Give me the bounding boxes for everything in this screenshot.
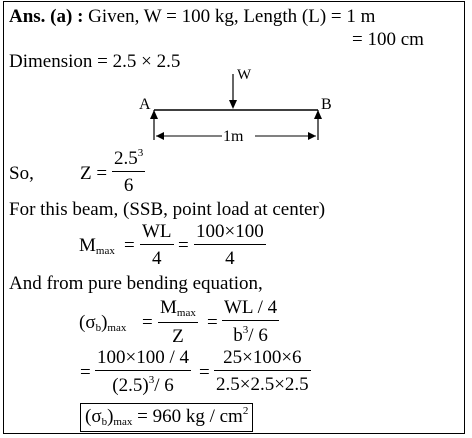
span-arrow-right — [308, 132, 316, 140]
moment-f1-den: 4 — [140, 244, 174, 268]
moment-eq1: = — [124, 235, 135, 256]
stress-f3-den: $(2.5)^3/$ 6 — [95, 370, 191, 395]
stress-eq1: = — [142, 312, 153, 333]
span-label: 1m — [223, 128, 244, 145]
span-arrow-left — [156, 132, 164, 140]
support-b-label: B — [321, 96, 332, 113]
stress-f2-den: $b^3/$ 6 — [222, 320, 279, 345]
given-text: Given, W = 100 kg, Length (L) = 1 m — [88, 6, 376, 27]
stress-fraction-4 — [214, 348, 311, 394]
moment-eq2: = — [178, 235, 189, 256]
load-label: W — [237, 67, 252, 83]
bending-line: And from pure bending equation, — [9, 273, 263, 294]
result-box — [80, 403, 253, 432]
z-fraction — [112, 148, 145, 195]
stress-lhs: $(\sigma_b)_{max}$ — [79, 312, 127, 334]
z-numerator: $2.5^3$ — [114, 147, 144, 169]
answer-label: Ans. (a) : — [9, 6, 84, 27]
beam-type-line: For this beam, (SSB, point load at center) — [9, 199, 326, 220]
stress-fraction-1 — [158, 298, 198, 346]
stress-fraction-2 — [222, 298, 279, 345]
moment-f2-num: 100×100 — [196, 221, 264, 242]
moment-f2-den: 4 — [194, 244, 266, 268]
stress-f4-den: 2.5×2.5×2.5 — [214, 370, 311, 394]
result-text: $(\sigma_b)_{max} = 960$ kg / $cm^2$ — [85, 405, 249, 428]
stress-f2-num: WL / 4 — [224, 297, 278, 318]
stress-f3-num: 100×100 / 4 — [97, 347, 189, 368]
reaction-a-head — [150, 110, 158, 119]
z-denominator: 6 — [112, 171, 145, 195]
moment-fraction-1 — [140, 222, 174, 268]
moment-lhs: $M_{max}$ — [79, 235, 115, 257]
stress-f4-num: 25×100×6 — [223, 347, 302, 368]
load-arrow-head — [229, 100, 237, 109]
z-lhs: Z = — [80, 163, 108, 184]
length-cm: = 100 cm — [352, 29, 424, 50]
stress-f1-den: Z — [158, 322, 198, 346]
stress-f1-num: $M_{max}$ — [160, 297, 196, 319]
support-a-label: A — [139, 96, 151, 113]
moment-fraction-2 — [194, 222, 266, 268]
stress-eq4: = — [199, 362, 210, 383]
stress-eq2: = — [207, 312, 218, 333]
stress-eq3: = — [80, 362, 91, 383]
moment-f1-num: WL — [142, 221, 172, 242]
so-label: So, — [9, 163, 34, 184]
stress-fraction-3 — [95, 348, 191, 395]
dimension-text: Dimension = 2.5 × 2.5 — [9, 51, 181, 72]
